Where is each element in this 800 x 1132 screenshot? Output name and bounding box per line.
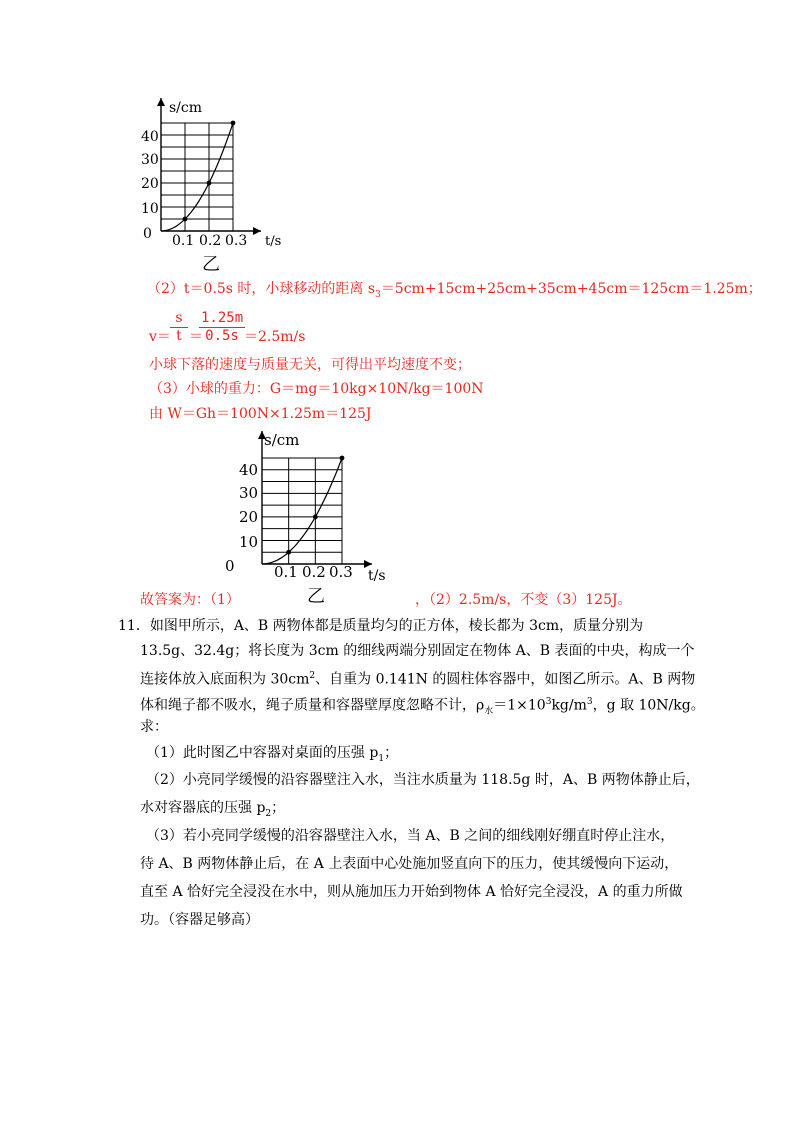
question-11-line-5: 求： <box>140 719 168 735</box>
question-11-line-3: 连接体放入底面积为 $30cm^2$、自重为 0.141N 的圆柱体容器中，如图乙所示。A、B 两物 <box>140 671 696 688</box>
x-tick-0.2: 0.2 <box>302 563 326 581</box>
x-tick-0.2: 0.2 <box>199 233 222 249</box>
velocity-result: ＝2.5m/s <box>244 329 306 345</box>
series-line <box>262 458 342 564</box>
x-axis-label: t/s <box>368 568 386 584</box>
x-axis-label: t/s <box>265 234 282 249</box>
y-tick-20: 20 <box>239 508 259 526</box>
solution-work-line: 由 W＝Gh＝100N×1.25m＝125J <box>149 406 372 422</box>
origin-label: 0 <box>225 557 235 575</box>
origin-label: 0 <box>143 226 152 242</box>
question-11-part-2-line-1: （2）小亮同学缓慢的沿容器壁注入水，当注水质量为 118.5g 时，A、B 两物体静止后， <box>146 772 700 788</box>
question-11-line-1: 11．如图甲所示，A、B 两物体都是质量均匀的正方体，棱长都为 3cm，质量分别为 <box>118 618 644 634</box>
x-tick-0.3: 0.3 <box>225 233 248 249</box>
x-tick-0.3: 0.3 <box>329 563 353 581</box>
solution-gravity-line: （3）小球的重力：G＝mg＝10kg×10N/kg＝100N <box>149 381 484 397</box>
x-axis-arrow <box>253 227 261 235</box>
data-point <box>207 181 212 186</box>
data-point <box>313 514 318 519</box>
y-tick-40: 40 <box>141 129 159 145</box>
question-11-line-4: 体和绳子都不吸水，绳子质量和容器壁厚度忽略不计，$\rho_水=1\times 10^3kg/m^3$，g 取 10N/kg。 <box>140 697 705 717</box>
graph-2 <box>222 425 402 610</box>
y-tick-20: 20 <box>141 176 159 192</box>
fraction-values <box>199 310 245 345</box>
y-tick-10: 10 <box>141 201 159 217</box>
x-axis-arrow <box>364 560 372 568</box>
y-tick-30: 30 <box>141 152 159 168</box>
question-11-part-1: （1）此时图乙中容器对桌面的压强 $p_1$； <box>146 745 399 764</box>
solution-part2-line: （2）t＝0.5s 时，小球移动的距离 $s_3=5cm+15cm+25cm+35cm+45cm=125cm=1.25m$； <box>147 281 762 300</box>
data-point <box>183 217 188 222</box>
question-11-part-3-line-1: （3）若小亮同学缓慢的沿容器壁注入水，当 A、B 之间的细线刚好绷直时停止注水， <box>146 828 675 844</box>
question-11-part-3-line-4: 功。（容器足够高） <box>140 912 259 928</box>
answer-prefix: 故答案为：（1） <box>140 592 240 608</box>
fraction-numerator: 1.25m <box>201 310 244 326</box>
graph-caption: 乙 <box>202 254 220 275</box>
velocity-label: v＝ <box>149 329 171 345</box>
fraction-denominator: t <box>176 328 182 344</box>
solution-mass-line: 小球下落的速度与质量无关，可得出平均速度不变； <box>149 357 471 373</box>
graph-1 <box>135 92 295 282</box>
fraction-s-over-t <box>170 310 188 345</box>
x-tick-0.1: 0.1 <box>172 233 195 249</box>
equals-sign: ＝ <box>189 329 203 345</box>
x-tick-0.1: 0.1 <box>274 563 298 581</box>
question-11-line-2: 13.5g、32.4g；将长度为 3cm 的细线两端分别固定在物体 A、B 表面的中央，构成一个 <box>140 643 695 659</box>
graph-caption: 乙 <box>307 586 325 607</box>
question-11-part-3-line-3: 直至 A 恰好完全浸没在水中，则从施加压力开始到物体 A 恰好完全浸没，A 的重力所做 <box>140 884 683 900</box>
y-axis-label: s/cm <box>264 431 300 449</box>
y-tick-30: 30 <box>239 484 259 502</box>
y-tick-10: 10 <box>239 533 259 551</box>
y-tick-40: 40 <box>239 461 259 479</box>
question-11-part-3-line-2: 待 A、B 两物体静止后，在 A 上表面中心处施加竖直向下的压力，使其缓慢向下运动， <box>140 856 679 872</box>
series-line <box>161 123 233 231</box>
y-axis-label: s/cm <box>169 100 203 116</box>
answer-rest: ，（2）2.5m/s，不变（3）125J。 <box>415 592 632 608</box>
fraction-numerator: s <box>170 310 188 328</box>
data-point <box>231 121 236 126</box>
data-point <box>340 456 345 461</box>
fraction-denominator: 0.5s <box>205 328 239 344</box>
y-axis-arrow <box>157 98 165 106</box>
data-point <box>286 550 291 555</box>
question-11-part-2-line-2: 水对容器底的压强 $p_2$； <box>140 800 286 819</box>
